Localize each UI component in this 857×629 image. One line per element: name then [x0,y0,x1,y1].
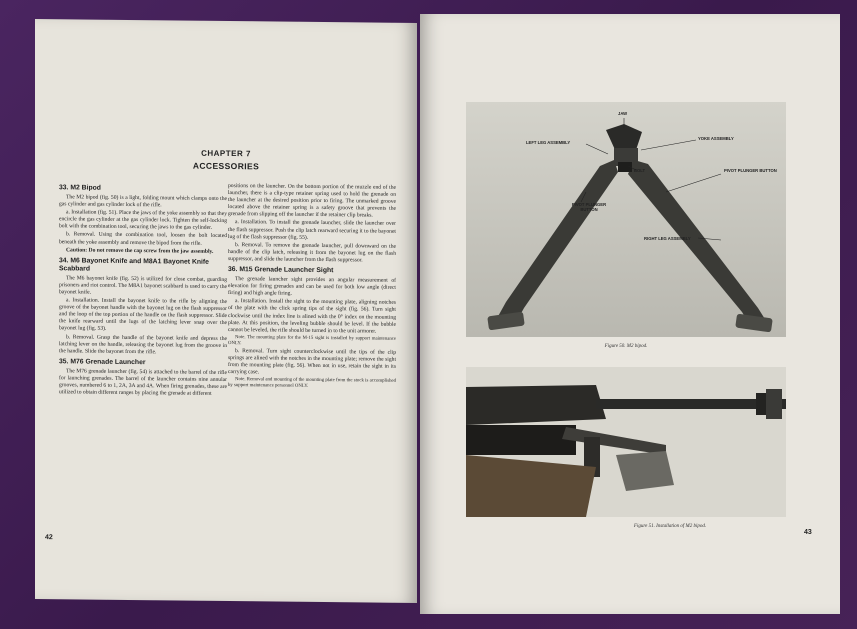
chapter-number: CHAPTER 7 [201,148,251,159]
paragraph: positions on the launcher. On the bottom portion of the muzzle end of the launcher, there is a clip-type retainer spring used to hold the grenade on the launcher at the desired position prior to firing. The unmarked groove located above the retainer spring is a safety groove that prevents the grenade from slipping off the launcher if the retainer clip breaks. [228,183,396,219]
bipod-photo [466,102,786,337]
page-number-left: 42 [45,534,53,542]
section-34-title: 34. M6 Bayonet Knife and M8A1 Bayonet Knife Scabbard [59,257,209,273]
note-text: Note. The mounting plate for the M-15 sight is installed by support maintenance ONLY. [228,334,396,346]
callout-pivot-right: PIVOT PLUNGER BUTTON [724,168,777,173]
left-page [35,19,417,603]
paragraph: The grenade launcher sight provides an angular measurement of elevation for firing grenades and can be used for both low angle (direct firing) and high angle firing. [228,276,396,297]
figure-caption: Figure 51. Installation of M2 bipod. [633,524,707,529]
paragraph: b. Removal. Turn sight counterclockwise until the tips of the clip springs are alined with the notches in the mounting plate; remove the sight from the mounting plate (fig. 56). When not in use, retain the sight in its carrying case. [228,347,396,376]
paragraph: The M76 grenade launcher (fig. 54) is attached to the barrel of the rifle for launching grenades. The barrel of the launcher contains nine annular grooves, numbered 6 to 1, 2A, 3A and 4A. When firing grenades, these are utilized to obtain different ranges by placing the grenade at different [59,368,227,397]
paragraph: The M2 bipod (fig. 50) is a light, folding mount which clamps onto the gas cylinder and gas cylinder lock of the rifle. [59,194,227,209]
installation-photo [466,367,786,517]
callout-pivot-left: PIVOT PLUNGER BUTTON [571,202,607,212]
paragraph: b. Removal. Grasp the handle of the bayonet knife and depress the latching lever on the handle, releasing the bayonet lug from the groove in the handle. Slide the bayonet from the rifle. [59,333,227,355]
bipod-illustration [466,102,786,337]
callout-right-leg: RIGHT LEG ASSEMBLY [644,236,691,241]
note-text: Note. Removal and mounting of the mounting plate from the stock is accomplished by support maintenance personnel ONLY. [228,377,396,390]
right-column [228,183,396,392]
paragraph: a. Installation. Install the sight to the mounting plate, aligning notches of the plate with the click spring tips of the sight (fig. 56). Turn sight clockwise until the index line is alined with the 0° index on the mounting plate. At this position, the leveling bubble should be level. If the bubble cannot be leveled, the rifle should be turned in to the unit armorer. [228,298,396,335]
section-36-title: 36. M15 Grenade Launcher Sight [228,266,334,275]
paragraph: a. Installation. To install the grenade launcher, slide the launcher over the flash suppressor. Push the clip latch rearward securing it to the bayonet lug of the flash suppressor (fig. 55). [228,219,396,241]
callout-left-leg: LEFT LEG ASSEMBLY [526,140,571,145]
installation-illustration [466,367,786,517]
paragraph: a. Installation. Install the bayonet knife to the rifle by aligning the groove of the bayonet handle with the bayonet lug on the flash suppressor and the loop of the top portion of the handle on the flash suppressor. Slide the knife rearward until the lugs of the latching lever snap over the bayonet lug (fig. 53). [59,297,227,333]
figure-caption: Figure 50. M2 bipod. [604,344,648,349]
paragraph: a. Installation (fig. 51). Place the jaws of the yoke assembly so that they encircle the gas cylinder at the gas cylinder lock. Tighten the self-locking bolt with the combination tool, securing the jaws to the gas cylinder. [59,209,227,232]
section-33-title: 33. M2 Bipod [59,184,101,192]
paragraph: b. Removal. To remove the grenade launcher, pull downward on the handle of the clip latch, releasing it from the bayonet lug on the flash suppressor, and slide the launcher from the flash suppressor. [228,241,396,264]
caution-text: Caution: Do not remove the cap screw from the jaw assembly. [66,246,214,255]
chapter-title: ACCESSORIES [192,160,260,172]
paragraph: The M6 bayonet knife (fig. 52) is utilized for close combat, guarding prisoners and riot control. The M8A1 bayonet scabbard is used to carry the bayonet knife. [59,275,227,296]
callout-bolt: BOLT [634,168,646,173]
page-number-right: 43 [804,529,812,536]
section-35-title: 35. M76 Grenade Launcher [59,358,146,366]
callout-yoke: YOKE ASSEMBLY [698,136,734,141]
left-column [59,181,227,399]
paragraph: b. Removal. Using the combination tool, loosen the bolt located beneath the yoke assembly and remove the bipod from the rifle. [59,231,227,247]
callout-jaw: JAW [618,111,628,116]
right-page [420,14,840,614]
